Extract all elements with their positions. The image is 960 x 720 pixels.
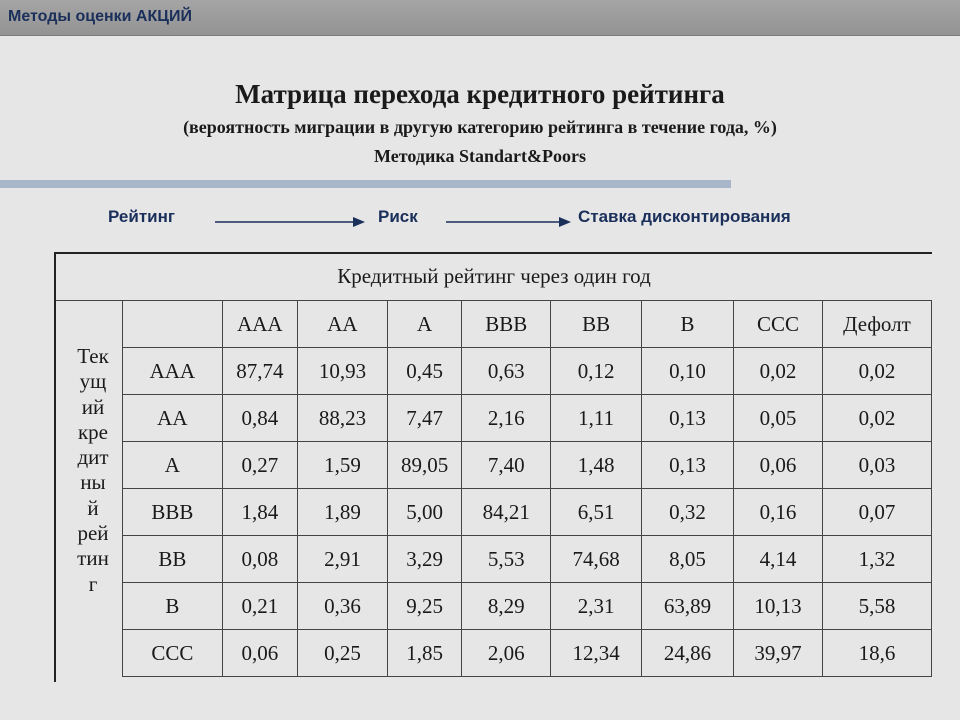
section-title: Методы оценки АКЦИЙ [8, 8, 192, 25]
row-group-header-line: Тек [77, 344, 109, 368]
table-cell: 87,74 [222, 348, 297, 395]
row-group-header-line: ий [81, 394, 105, 419]
table-cell: 0,06 [222, 630, 297, 677]
table-cell: 0,32 [642, 489, 734, 536]
table-cell: 4,14 [734, 536, 823, 583]
table-cell: 0,13 [642, 442, 734, 489]
column-header: AAA [222, 301, 297, 348]
column-header: CCC [734, 301, 823, 348]
row-header: CCC [123, 630, 223, 677]
corner-cell [123, 301, 223, 348]
table-cell: 0,02 [734, 348, 823, 395]
table-row [123, 442, 932, 489]
table-row [123, 489, 932, 536]
slide-title: Матрица перехода кредитного рейтинга [235, 79, 725, 109]
table-cell: 0,13 [642, 395, 734, 442]
column-group-header: Кредитный рейтинг через один год [56, 254, 932, 301]
table-cell: 5,00 [387, 489, 461, 536]
column-header: BB [551, 301, 642, 348]
methodology-caption: Методика Standart&Poors [374, 146, 586, 166]
table-cell: 0,12 [551, 348, 642, 395]
table-cell: 0,02 [822, 348, 931, 395]
arrow-right-icon [446, 215, 571, 229]
top-bar [0, 0, 960, 36]
row-group-header-line: й [87, 495, 99, 520]
row-group-header-line: рей [77, 521, 109, 546]
table-cell: 88,23 [297, 395, 387, 442]
table-cell: 1,84 [222, 489, 297, 536]
table-cell: 0,84 [222, 395, 297, 442]
row-header: BB [123, 536, 223, 583]
row-group-header-line: ны [80, 470, 106, 495]
table-cell: 1,48 [551, 442, 642, 489]
row-group-header-line: дит [77, 445, 109, 470]
table-cell: 0,02 [822, 395, 931, 442]
transition-matrix [54, 252, 932, 682]
table-cell: 0,08 [222, 536, 297, 583]
table-cell: 1,11 [551, 395, 642, 442]
table-cell: 0,05 [734, 395, 823, 442]
row-group-header-line: ущ [79, 369, 107, 394]
table-cell: 1,32 [822, 536, 931, 583]
row-header: AAA [123, 348, 223, 395]
table-cell: 5,58 [822, 583, 931, 630]
arrow-right-icon [215, 215, 365, 229]
table-cell: 7,40 [462, 442, 551, 489]
table-cell: 0,45 [387, 348, 461, 395]
column-header: A [387, 301, 461, 348]
row-header: A [123, 442, 223, 489]
row-header: AA [123, 395, 223, 442]
table-cell: 0,07 [822, 489, 931, 536]
table-cell: 1,59 [297, 442, 387, 489]
table-cell: 8,29 [462, 583, 551, 630]
table-cell: 1,89 [297, 489, 387, 536]
table-cell: 0,03 [822, 442, 931, 489]
matrix-table [122, 301, 932, 677]
table-cell: 0,63 [462, 348, 551, 395]
table-row [123, 630, 932, 677]
row-group-header [68, 344, 118, 597]
table-cell: 0,16 [734, 489, 823, 536]
table-row [123, 536, 932, 583]
table-cell: 0,36 [297, 583, 387, 630]
table-cell: 39,97 [734, 630, 823, 677]
row-header: BBB [123, 489, 223, 536]
table-header-row [123, 301, 932, 348]
table-cell: 24,86 [642, 630, 734, 677]
table-cell: 84,21 [462, 489, 551, 536]
table-cell: 89,05 [387, 442, 461, 489]
column-header: B [642, 301, 734, 348]
column-header: AA [297, 301, 387, 348]
divider-bar [0, 180, 731, 188]
row-header: B [123, 583, 223, 630]
table-cell: 0,25 [297, 630, 387, 677]
column-header: BBB [462, 301, 551, 348]
table-cell: 0,06 [734, 442, 823, 489]
table-cell: 12,34 [551, 630, 642, 677]
table-cell: 2,91 [297, 536, 387, 583]
table-cell: 63,89 [642, 583, 734, 630]
table-cell: 0,27 [222, 442, 297, 489]
table-cell: 8,05 [642, 536, 734, 583]
table-cell: 2,16 [462, 395, 551, 442]
table-cell: 1,85 [387, 630, 461, 677]
table-cell: 74,68 [551, 536, 642, 583]
table-cell: 18,6 [822, 630, 931, 677]
table-cell: 3,29 [387, 536, 461, 583]
flow-risk: Риск [378, 207, 418, 226]
table-cell: 6,51 [551, 489, 642, 536]
table-cell: 7,47 [387, 395, 461, 442]
table-cell: 10,93 [297, 348, 387, 395]
table-row [123, 583, 932, 630]
table-cell: 0,10 [642, 348, 734, 395]
table-cell: 9,25 [387, 583, 461, 630]
row-group-header-line: г [88, 571, 98, 596]
slide-subtitle: (вероятность миграции в другую категорию рейтинга в течение года, %) [183, 117, 777, 137]
row-group-header-line: тин [77, 546, 109, 571]
table-row [123, 395, 932, 442]
table-cell: 5,53 [462, 536, 551, 583]
flow-discount-rate: Ставка дисконтирования [578, 207, 791, 226]
table-cell: 2,06 [462, 630, 551, 677]
flow-rating: Рейтинг [108, 207, 175, 226]
column-header: Дефолт [822, 301, 931, 348]
row-group-header-line: кре [77, 419, 109, 444]
table-cell: 2,31 [551, 583, 642, 630]
table-cell: 10,13 [734, 583, 823, 630]
table-cell: 0,21 [222, 583, 297, 630]
table-row [123, 348, 932, 395]
